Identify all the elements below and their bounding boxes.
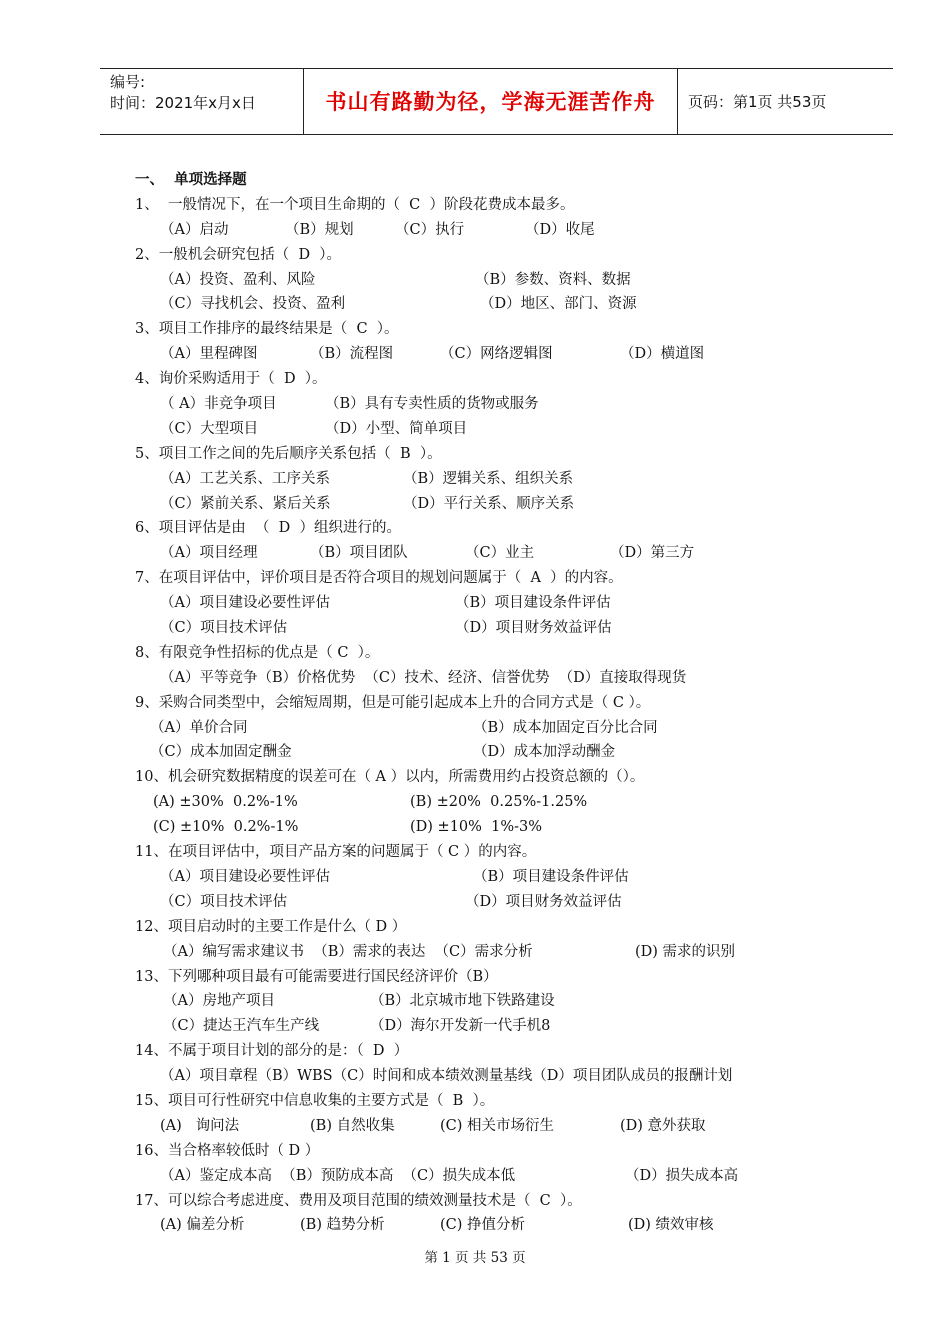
options-line <box>135 666 835 691</box>
question-line <box>135 442 835 467</box>
question-line <box>135 1139 835 1164</box>
option-text: （A）启动 <box>160 221 229 238</box>
option-text: (D) ±10% 1%-3% <box>410 819 543 836</box>
option-text: （B）具有专卖性质的货物或服务 <box>325 396 539 413</box>
option-text: （B）流程图 <box>310 346 394 363</box>
option-text: (C) 相关市场衍生 <box>440 1117 555 1134</box>
options-line <box>135 467 835 492</box>
option-text: （A）平等竞争（B）价格优势 （C）技术、经济、信誉优势 （D）直接取得现货 <box>160 669 687 686</box>
question-line <box>135 691 835 716</box>
option-text: （D）平行关系、顺序关系 <box>403 495 575 512</box>
option-text: （D）第三方 <box>610 545 695 562</box>
serial-label: 编号: <box>110 73 146 91</box>
question-list <box>135 193 835 1238</box>
option-text: （A）项目经理 <box>160 545 258 562</box>
option-text: （C）紧前关系、紧后关系 <box>160 495 331 512</box>
question-text: 3、项目工作排序的最终结果是（ C ）。 <box>135 321 399 338</box>
options-line <box>135 1064 835 1089</box>
question-text: 16、当合格率较低时（ D ） <box>135 1142 320 1159</box>
option-text: （C）执行 <box>395 221 465 238</box>
question-line <box>135 193 835 218</box>
options-line <box>135 815 835 840</box>
options-line <box>135 292 835 317</box>
option-text: （A）房地产项目 <box>163 993 275 1010</box>
option-text: （D）小型、简单项目 <box>325 420 468 437</box>
option-text: （A）单价合同 <box>150 719 248 736</box>
question-text: 15、项目可行性研究中信息收集的主要方式是（ B ）。 <box>135 1092 495 1109</box>
option-text: （B）参数、资料、数据 <box>475 271 631 288</box>
options-line <box>135 541 835 566</box>
question-text: 8、有限竞争性招标的优点是（ C ）。 <box>135 644 380 661</box>
option-text: （A）编写需求建议书 （B）需求的表达 （C）需求分析 <box>163 943 533 960</box>
option-text: (D) 绩效审核 <box>628 1217 714 1234</box>
option-text: (A) 偏差分析 <box>160 1217 245 1234</box>
options-line <box>135 268 835 293</box>
option-text: （C）成本加固定酬金 <box>150 744 292 761</box>
option-text: (D) 需求的识别 <box>635 943 736 960</box>
option-text: （D）地区、部门、资源 <box>480 296 637 313</box>
option-text: （A）里程碑图 <box>160 346 258 363</box>
question-text: 13、下列哪种项目最有可能需要进行国民经济评价（B） <box>135 968 498 985</box>
question-text: 17、可以综合考虑进度、费用及项目范围的绩效测量技术是（ C ）。 <box>135 1192 582 1209</box>
option-text: （B）项目团队 <box>310 545 408 562</box>
motto-text: 书山有路勤为径，学海无涯苦作舟 <box>325 90 656 114</box>
question-line <box>135 566 835 591</box>
options-line <box>135 492 835 517</box>
option-text: (C) 挣值分析 <box>440 1217 526 1234</box>
question-text: 7、在项目评估中，评价项目是否符合项目的规划问题属于（ A ）的内容。 <box>135 570 623 587</box>
document-header <box>100 68 893 134</box>
option-text: (B) 自然收集 <box>310 1117 395 1134</box>
option-text: （D）项目财务效益评估 <box>455 620 612 637</box>
question-line <box>135 765 835 790</box>
options-line <box>135 342 835 367</box>
option-text: （D）成本加浮动酬金 <box>473 744 616 761</box>
option-text: (B) 趋势分析 <box>300 1217 385 1234</box>
option-text: （D）项目财务效益评估 <box>465 893 622 910</box>
option-text: （C）捷达王汽车生产线 <box>163 1018 320 1035</box>
option-text: （B）逻辑关系、组织关系 <box>403 470 574 487</box>
options-line <box>135 989 835 1014</box>
option-text: （B）规划 <box>285 221 354 238</box>
option-text: （C）网络逻辑图 <box>440 346 553 363</box>
question-line <box>135 1189 835 1214</box>
option-text: (D) 意外获取 <box>620 1117 706 1134</box>
option-text: （D）横道图 <box>620 346 705 363</box>
option-text: （B）成本加固定百分比合同 <box>473 719 658 736</box>
header-meta <box>110 72 300 114</box>
section-title: 一、 单项选择题 <box>135 172 247 188</box>
option-text: （C）项目技术评估 <box>160 620 288 637</box>
option-text: （C）项目技术评估 <box>160 893 288 910</box>
question-text: 14、不属于项目计划的部分的是：（ D ） <box>135 1043 409 1060</box>
page-footer: 第 1 页 共 53 页 <box>424 1250 526 1266</box>
header-divider <box>677 68 678 135</box>
question-line <box>135 367 835 392</box>
option-text: （A）鉴定成本高 （B）预防成本高 （C）损失成本低 <box>160 1167 516 1184</box>
options-line <box>135 790 835 815</box>
question-line <box>135 915 835 940</box>
option-text: （B）北京城市地下铁路建设 <box>370 993 555 1010</box>
option-text: （A）投资、盈利、风险 <box>160 271 316 288</box>
option-text: （C）大型项目 <box>160 420 259 437</box>
options-line <box>135 1014 835 1039</box>
option-text: （C）业主 <box>465 545 535 562</box>
document-body <box>135 168 835 1238</box>
option-text: （A）项目建设必要性评估 <box>160 595 330 612</box>
options-line <box>135 740 835 765</box>
option-text: （C）寻找机会、投资、盈利 <box>160 296 346 313</box>
option-text: (A) ±30% 0.2%-1% <box>153 794 298 811</box>
question-text: 4、询价采购适用于（ D ）。 <box>135 371 327 388</box>
options-line <box>135 417 835 442</box>
options-line <box>135 890 835 915</box>
question-line <box>135 1039 835 1064</box>
question-line <box>135 243 835 268</box>
question-line <box>135 317 835 342</box>
options-line <box>135 616 835 641</box>
option-text: （D）海尔开发新一代手机8 <box>370 1018 551 1035</box>
question-text: 6、项目评估是由 （ D ）组织进行的。 <box>135 520 402 537</box>
time-label: 时间：2021年x月x日 <box>110 94 256 112</box>
question-text: 5、项目工作之间的先后顺序关系包括（ B ）。 <box>135 445 442 462</box>
options-line <box>135 591 835 616</box>
question-text: 10、机会研究数据精度的误差可在（ A ）以内，所需费用约占投资总额的（）。 <box>135 769 645 786</box>
options-line <box>135 392 835 417</box>
question-line <box>135 965 835 990</box>
options-line <box>135 940 835 965</box>
options-line <box>135 1213 835 1238</box>
option-text: （D）损失成本高 <box>625 1167 739 1184</box>
options-line <box>135 865 835 890</box>
option-text: (A) 询问法 <box>160 1117 240 1134</box>
question-text: 9、采购合同类型中，会缩短周期，但是可能引起成本上升的合同方式是（ C ）。 <box>135 694 651 711</box>
option-text: （D）收尾 <box>525 221 595 238</box>
question-text: 11、在项目评估中，项目产品方案的问题属于（ C ）的内容。 <box>135 844 537 861</box>
option-text: （ A）非竞争项目 <box>160 396 277 413</box>
option-text: （A）工艺关系、工序关系 <box>160 470 330 487</box>
options-line <box>135 1114 835 1139</box>
question-line <box>135 641 835 666</box>
question-text: 12、项目启动时的主要工作是什么（ D ） <box>135 918 407 935</box>
question-text: 1、 一般情况下，在一个项目生命期的（ C ）阶段花费成本最多。 <box>135 196 575 213</box>
option-text: （A）项目章程（B）WBS（C）时间和成本绩效测量基线（D）项目团队成员的报酬计划 <box>160 1068 733 1085</box>
options-line <box>135 1164 835 1189</box>
question-line <box>135 1089 835 1114</box>
options-line <box>135 218 835 243</box>
options-line <box>135 716 835 741</box>
option-text: （B）项目建设条件评估 <box>473 868 629 885</box>
option-text: (C) ±10% 0.2%-1% <box>153 819 299 836</box>
option-text: （A）项目建设必要性评估 <box>160 868 330 885</box>
question-line <box>135 516 835 541</box>
question-text: 2、一般机会研究包括（ D ）。 <box>135 246 342 263</box>
page-code: 页码：第1页 共53页 <box>688 92 827 111</box>
option-text: （B）项目建设条件评估 <box>455 595 611 612</box>
question-line <box>135 840 835 865</box>
header-bottom-rule <box>100 134 893 135</box>
option-text: (B) ±20% 0.25%-1.25% <box>410 794 588 811</box>
